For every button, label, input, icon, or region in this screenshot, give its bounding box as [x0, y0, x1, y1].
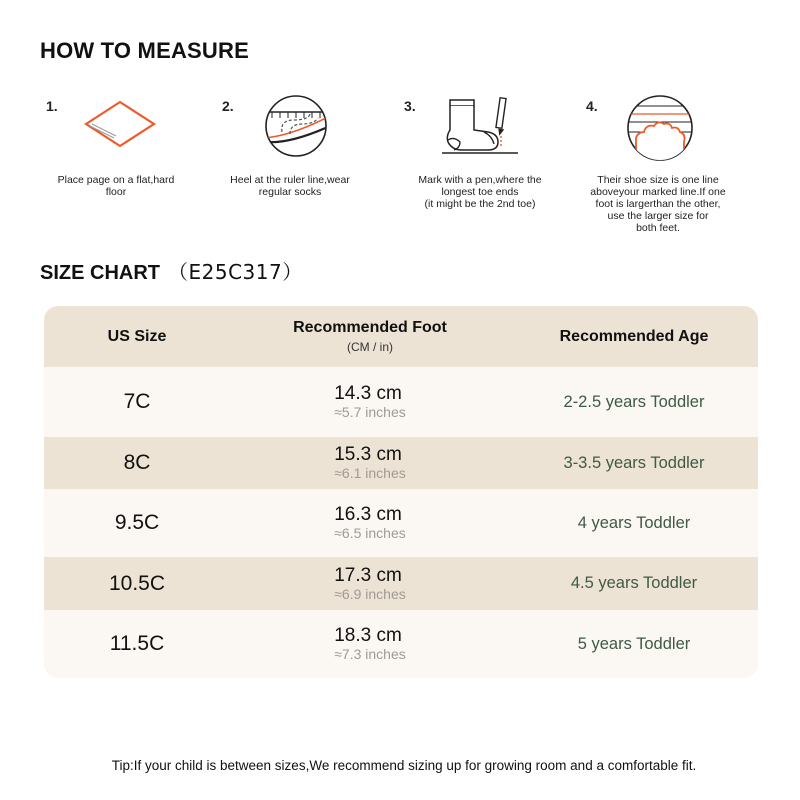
- header-cell: [44, 306, 230, 367]
- step-4-text: Their shoe size is one line aboveyour marked line.If one foot is largerthan the other, use the larger size for both feet.: [590, 174, 726, 234]
- header-cell: [230, 306, 510, 367]
- age-value: 5 years Toddler: [577, 634, 691, 653]
- foot-header: Recommended Foot: [293, 319, 447, 336]
- foot-cm: 17.3 cm: [334, 564, 402, 586]
- toe-line-icon: [624, 94, 696, 162]
- foot-cm: 15.3 cm: [334, 444, 402, 465]
- measure-step-3: [390, 92, 570, 242]
- step-1-text: Place page on a flat,hard floor: [57, 174, 175, 198]
- age-value: 4 years Toddler: [577, 513, 691, 532]
- age-value: 3-3.5 years Toddler: [563, 453, 705, 472]
- sock-and-pen-icon: [438, 96, 522, 156]
- measure-step-1: [28, 92, 208, 242]
- foot-header-units: (CM / in): [347, 340, 393, 354]
- size-chart-title: [40, 256, 303, 285]
- step-2-text: Heel at the ruler line,wear regular socks: [230, 174, 350, 198]
- foot-cm: 18.3 cm: [334, 625, 402, 646]
- step-number: 3.: [404, 98, 416, 114]
- foot-inches: ≈7.3 inches: [334, 646, 406, 662]
- step-number: 4.: [586, 98, 598, 114]
- measure-step-2: [200, 92, 380, 242]
- foot-inches: ≈5.7 inches: [334, 404, 406, 420]
- table-row: [44, 367, 758, 437]
- foot-cm: 16.3 cm: [334, 504, 402, 525]
- style-code: （E25C317）: [168, 260, 303, 284]
- us-size-header: US Size: [107, 327, 167, 345]
- heel-at-ruler-icon: [260, 94, 332, 158]
- age-value: 2-2.5 years Toddler: [563, 392, 705, 411]
- table-row: [44, 437, 758, 489]
- step-number: 2.: [222, 98, 234, 114]
- foot-inches: ≈6.9 inches: [334, 585, 406, 602]
- step-3-text: Mark with a pen,where the longest toe ends (it might be the 2nd toe): [418, 174, 542, 210]
- size-value: 7C: [123, 390, 151, 413]
- measure-steps: [0, 92, 800, 242]
- size-value: 11.5C: [109, 632, 165, 655]
- sizing-tip: Tip:If your child is between sizes,We recommend sizing up for growing room and a comfortable fit.: [111, 758, 697, 773]
- step-number: 1.: [46, 98, 58, 114]
- paper-on-floor-icon: [80, 96, 160, 148]
- table-row: [44, 610, 758, 678]
- size-value: 9.5C: [114, 511, 160, 534]
- size-value: 8C: [123, 451, 151, 474]
- age-header: Recommended Age: [559, 327, 709, 345]
- age-value: 4.5 years Toddler: [570, 574, 698, 592]
- how-to-measure-title: HOW TO MEASURE: [40, 38, 249, 63]
- size-chart-heading: SIZE CHART: [40, 262, 160, 284]
- foot-cm: 14.3 cm: [334, 383, 402, 404]
- size-value: 10.5C: [108, 571, 166, 595]
- size-chart-table: [44, 306, 758, 678]
- table-row: [44, 489, 758, 557]
- foot-inches: ≈6.1 inches: [334, 465, 406, 481]
- table-row: [44, 557, 758, 610]
- foot-inches: ≈6.5 inches: [334, 525, 406, 541]
- header-cell: [510, 306, 758, 367]
- measure-step-4: [578, 92, 758, 242]
- table-header-row: [44, 306, 758, 367]
